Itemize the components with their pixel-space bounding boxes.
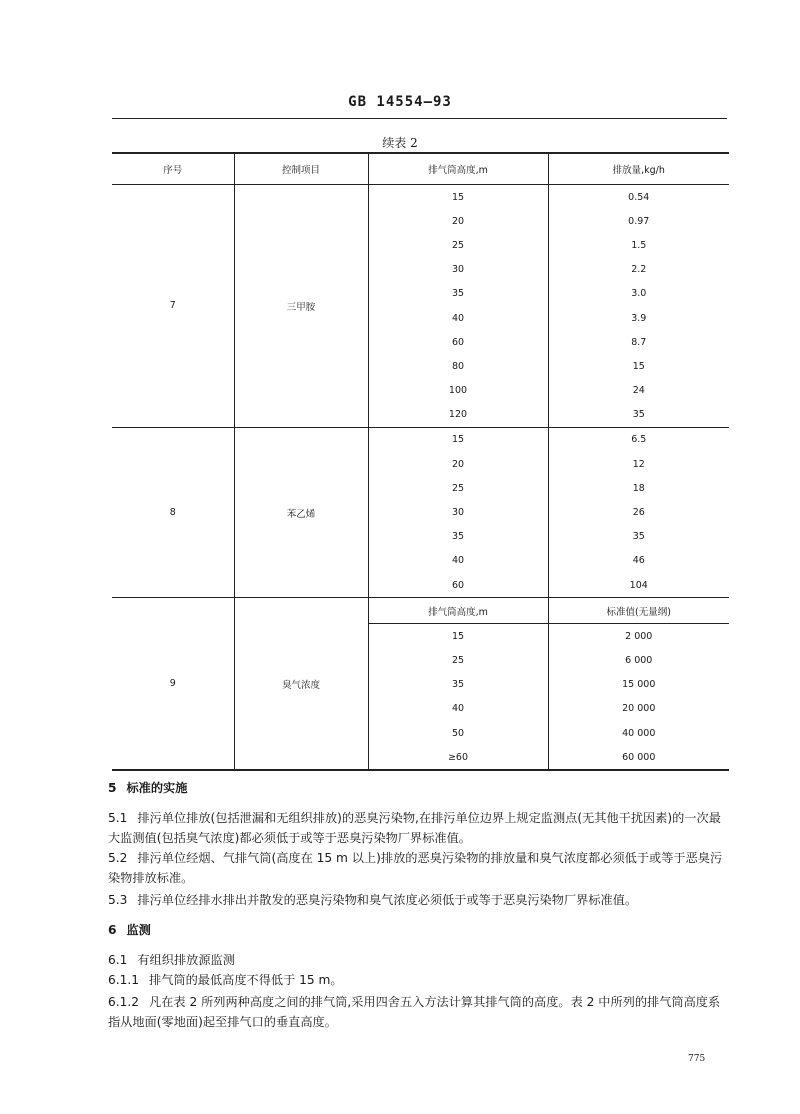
seq-cell: 7: [112, 185, 234, 428]
clause-number: 6.1: [108, 953, 128, 967]
value-cell: 15 000: [548, 673, 729, 697]
value-cell: 8.7: [548, 330, 729, 354]
page-number: 775: [688, 1054, 706, 1064]
height-cell: 40: [368, 697, 548, 721]
value-cell: 0.54: [548, 185, 729, 210]
seq-cell: 8: [112, 427, 234, 597]
value-cell: 18: [548, 476, 729, 500]
value-cell: 104: [548, 573, 729, 598]
clause-number: 6.1.2: [108, 995, 140, 1009]
emission-limits-table: [112, 152, 729, 771]
section-title: 监测: [126, 923, 151, 937]
height-cell: 30: [368, 258, 548, 282]
value-cell: 3.0: [548, 282, 729, 306]
clause-6-1: [108, 950, 732, 970]
standard-code-header: GB 14554—93: [348, 94, 452, 110]
value-cell: 0.97: [548, 209, 729, 233]
section-title: 标准的实施: [126, 781, 188, 795]
header-rule: [112, 118, 727, 119]
col-header-height: 排气筒高度,m: [368, 153, 548, 185]
clause-number: 6.1.1: [108, 973, 140, 987]
height-cell: 80: [368, 354, 548, 378]
clause-number: 5.2: [108, 851, 128, 865]
table-row: [112, 427, 729, 452]
clause-5-3: [108, 890, 732, 910]
value-cell: 1.5: [548, 233, 729, 257]
value-cell: 20 000: [548, 697, 729, 721]
col-header-rate: 排放量,kg/h: [548, 153, 729, 185]
clause-5-1: [108, 808, 732, 848]
table-caption: 续表 2: [382, 136, 418, 150]
section-number: 6: [108, 923, 117, 937]
clause-5-2: [108, 848, 732, 888]
clause-6-1-2: [108, 992, 732, 1032]
value-cell: 2 000: [548, 624, 729, 649]
value-cell: 26: [548, 500, 729, 524]
subheader-height: 排气筒高度,m: [368, 598, 548, 624]
value-cell: 40 000: [548, 721, 729, 745]
height-cell: 25: [368, 233, 548, 257]
table-row: [112, 185, 729, 210]
item-cell: 苯乙烯: [234, 427, 368, 597]
value-cell: 3.9: [548, 306, 729, 330]
value-cell: 35: [548, 525, 729, 549]
height-cell: 50: [368, 721, 548, 745]
col-header-seq: 序号: [112, 153, 234, 185]
clause-number: 5.1: [108, 811, 128, 825]
value-cell: 12: [548, 452, 729, 476]
height-cell: 25: [368, 476, 548, 500]
clause-number: 5.3: [108, 893, 128, 907]
height-cell: 35: [368, 282, 548, 306]
value-cell: 15: [548, 354, 729, 378]
value-cell: 35: [548, 403, 729, 428]
value-cell: 6.5: [548, 427, 729, 452]
height-cell: 60: [368, 330, 548, 354]
height-cell: ≥60: [368, 745, 548, 770]
height-cell: 40: [368, 306, 548, 330]
table-subheader-row: [112, 598, 729, 624]
height-cell: 120: [368, 403, 548, 428]
height-cell: 20: [368, 209, 548, 233]
section-heading-6: [108, 920, 732, 940]
table-header-row: [112, 153, 729, 185]
height-cell: 35: [368, 525, 548, 549]
height-cell: 30: [368, 500, 548, 524]
section-number: 5: [108, 781, 117, 795]
col-header-item: 控制项目: [234, 153, 368, 185]
seq-cell: 9: [112, 598, 234, 771]
subheader-standard-value: 标准值(无量纲): [548, 598, 729, 624]
item-cell: 三甲胺: [234, 185, 368, 428]
height-cell: 100: [368, 379, 548, 403]
clause-text: 排污单位经排水排出并散发的恶臭污染物和臭气浓度必须低于或等于恶臭污染物厂界标准值。: [137, 893, 638, 907]
value-cell: 60 000: [548, 745, 729, 770]
height-cell: 15: [368, 624, 548, 649]
height-cell: 15: [368, 185, 548, 210]
value-cell: 46: [548, 549, 729, 573]
height-cell: 40: [368, 549, 548, 573]
clause-text: 有组织排放源监测: [137, 953, 235, 967]
clause-text: 排污单位排放(包括泄漏和无组织排放)的恶臭污染物,在排污单位边界上规定监测点(无其他干扰因素)的一次最大监测值(包括臭气浓度)都必须低于或等于恶臭污染物厂界标准值。: [108, 811, 721, 845]
value-cell: 24: [548, 379, 729, 403]
height-cell: 20: [368, 452, 548, 476]
height-cell: 25: [368, 648, 548, 672]
clause-text: 凡在表 2 所列两种高度之间的排气筒,采用四舍五入方法计算其排气筒的高度。表 2 中所列的排气筒高度系指从地面(零地面)起至排气口的垂直高度。: [108, 995, 721, 1029]
clause-6-1-1: [108, 970, 732, 990]
height-cell: 15: [368, 427, 548, 452]
height-cell: 60: [368, 573, 548, 598]
clause-text: 排气筒的最低高度不得低于 15 m。: [149, 973, 343, 987]
clause-text: 排污单位经烟、气排气筒(高度在 15 m 以上)排放的恶臭污染物的排放量和臭气浓度都必须低于或等于恶臭污染物排放标准。: [108, 851, 723, 885]
value-cell: 2.2: [548, 258, 729, 282]
value-cell: 6 000: [548, 648, 729, 672]
section-heading-5: [108, 778, 732, 798]
height-cell: 35: [368, 673, 548, 697]
item-cell: 臭气浓度: [234, 598, 368, 771]
